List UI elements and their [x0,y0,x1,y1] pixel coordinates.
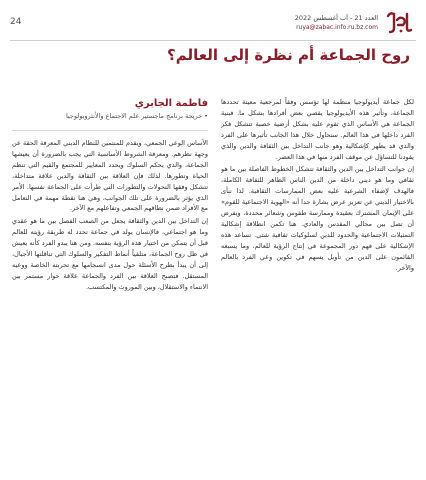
email-link[interactable]: ruya@zabac.info.ru.bz.com [296,24,378,31]
author-name: فاطمة الجابري [134,98,208,109]
article-column-left [12,138,208,478]
author-box [12,97,208,133]
author-divider [12,130,208,131]
article-title: روح الجماعة أم نظرة إلى العالم؟ [167,46,410,64]
header-divider [10,40,416,41]
article-column-right [221,97,414,477]
issue-info [218,14,378,32]
author-bio: • خريجة برنامج ماجستير علم الاجتماع والأنثروبولوجيا [65,112,208,120]
paragraph: إن جوانب التداخل بين الدين والثقافة تتشكل الخطوط الفاصلة بين ما هو ثقافي وما هو ديني داخلة من الدين الناس الظاهر للثقافة الكاملة، فالهدف لإضفاء الشرعية عليه بعض الممارسات الثقافية. لذا ننأى بالاختيار الديني عن تعزيز عرض بشارة حدا أنه «الهوية الاجتماعية للقوم» على الإيمان المشترك بعقيدة وممارسة طقوس وشعائر محددة، ويفرض أن تصل بين مجالي المقدس والعادي. هنا تكمن انطلاقة إشكالية التمثيلات الاجتماعية والحدود للدين لسلوكيات ثقافية شتى. تساعد هذه الإشكالية على فهم دور المجموعة في إنتاج الرؤية للعالم، وما يسبغه القائمون على الدين من تأويل يسهم في تكوين وعي الفرد بالعالم والآخر. [221,165,414,272]
paragraph: إن التداخل بين الدين والثقافة يجعل من الصعب الفصل بين ما هو عقدي وما هو اجتماعي، فالإنسان يولد في جماعة تحدد له طريقة رؤيته للعالم قبل أن يتمكن من اختيار هذه الرؤية بنفسه. ومن هنا يبدو الفرد كأنه يعيش في ظل روح الجماعة، متلقياً أنماط التفكير والسلوك التي تناقلتها الأجيال، إلى أن يبدأ بطرح الأسئلة حول مدى انسجامها مع تجربته الخاصة ووعيه المستقل. فتصبح العلاقة بين الفرد والجماعة علاقة حوار مستمر بين الانتماء والاستقلال، وبين الموروث والمكتسب. [12,217,208,291]
page-header [0,0,426,40]
page-number: 24 [10,17,22,27]
paragraph: الأساس الوعي الجمعي، ويقدم للمنتمين للنظام الديني المعرفة الحقة عن وجهة نظرهم. ومعرفة الشروط الأساسية التي يجب بالضرورة أن يعيشها الجماعة، والذي يحكم السلوك ويحدد المعايير للمجتمع والقيم التي تنظم الحياة وتطورها. لذلك فإن العلاقة بين الثقافة والدين علاقة متداخلة، تتشكل وفقها التحولات والتطورات التي طرأت على الجماعة نفسها. الأمر الذي يؤثر بالضرورة على تلك الجوانب، وهي هنا نقطة مهمة في التعامل مع الأفراد ضمن نطاقهم الجمعي وتفاعلهم مع الآخر. [12,139,208,213]
paragraph: لكل جماعة أيديولوجيا منظمة لها تؤسس وفقاً لمرجعية معينة تحددها الجماعة، وتأثير هذه الأيديولوجيا يقصي بعض أفرادها بشكل ما. فبنية الجماعة هي الأساس الذي تقوم عليه بشكل أرضية خصبة تتشكل فكر الفرد داخلها في هذا العالم. سنحاول خلال هذا الجانب تأثيرها على الفرد والذي قد يظهر كإشكالية وهو جانب التداخل بين الثقافة والدين والذي يقودنا للتساؤل عن موقف الفرد منها في هذا العصر. [221,98,414,161]
issue-line: العدد 21 - آب أغسطس 2022 [294,14,378,22]
magazine-logo-icon [384,10,414,36]
